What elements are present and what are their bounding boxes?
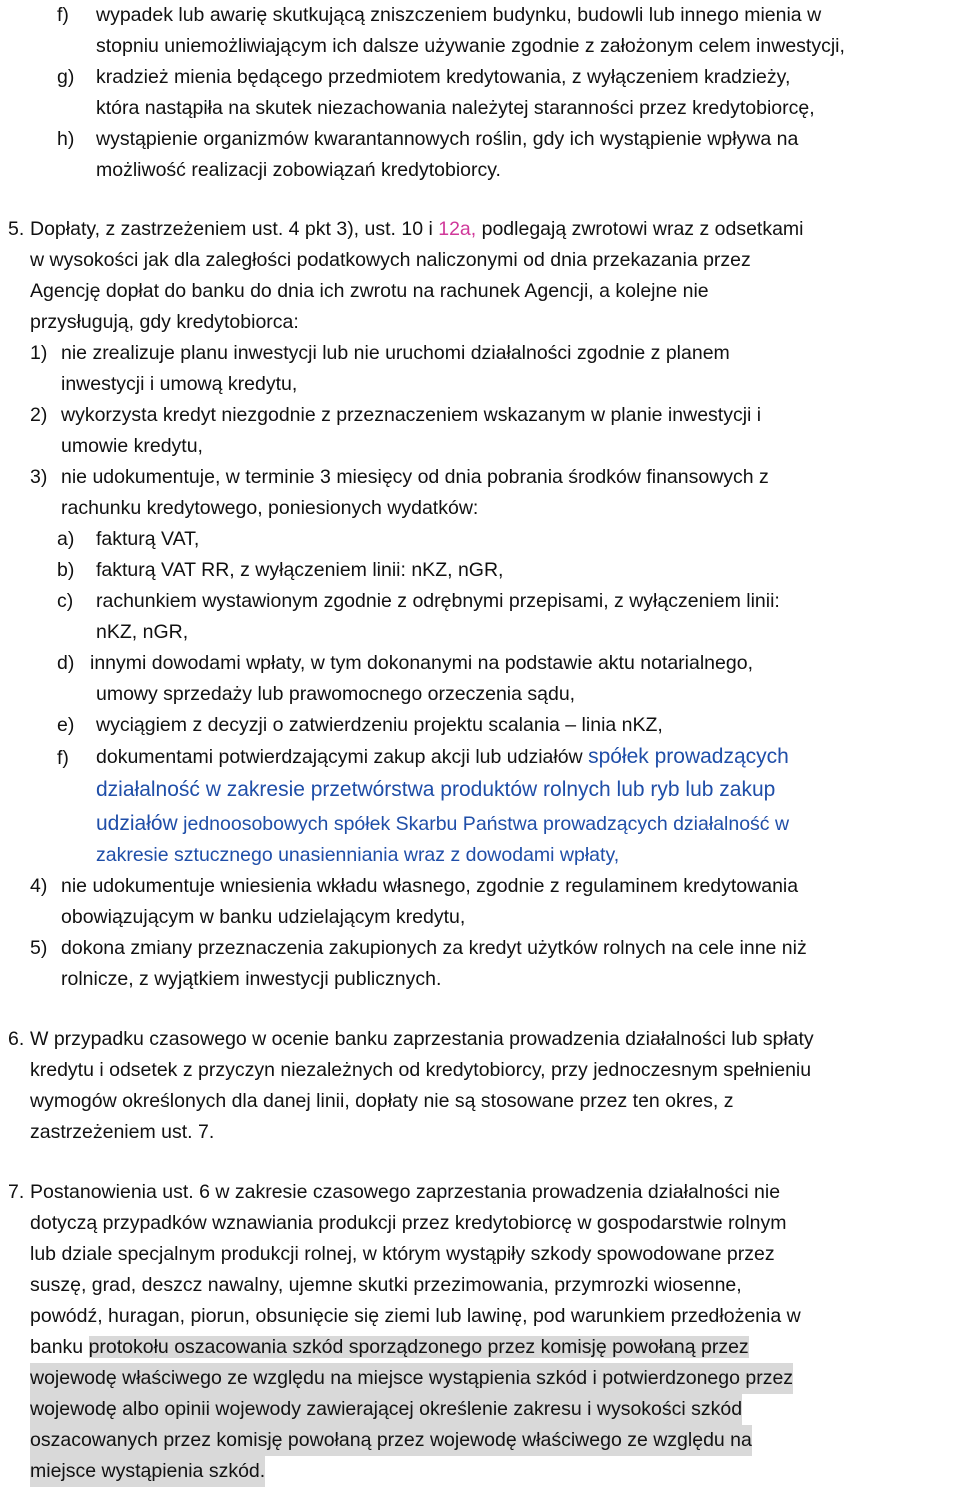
highlighted-text: miejsce wystąpienia szkód. — [30, 1456, 265, 1487]
item-text: rachunku kredytowego, poniesionych wydatków: — [61, 497, 479, 519]
paragraph-line: W przypadku czasowego w ocenie banku zaprzestania prowadzenia działalności lub spłaty — [30, 1028, 814, 1050]
highlighted-blue-text: działalność w zakresie przetwórstwa produktów rolnych lub ryb lub zakup — [96, 778, 776, 801]
subitem-label: b) — [57, 559, 75, 581]
reference-12a: 12a, — [438, 218, 477, 240]
paragraph-line: lub dziale specjalnym produkcji rolnej, w którym wystąpiły szkody spowodowane przez — [30, 1243, 775, 1265]
item-text: nie udokumentuje, w terminie 3 miesięcy od dnia pobrania środków finansowych z — [61, 466, 769, 488]
list-item-text: która nastąpiła na skutek niezachowania należytej staranności przez kredytobiorcę, — [96, 97, 815, 119]
subitem-label: d) — [57, 652, 75, 674]
section-number: 5. — [8, 218, 25, 240]
highlighted-text: wojewodę albo opinii wojewody zawierającej określenie zakresu i wysokości szkód — [30, 1394, 742, 1425]
list-item-text: stopniu uniemożliwiającym ich dalsze używanie zgodnie z założonym celem inwestycji, — [96, 35, 845, 57]
paragraph-line: Agencję dopłat do banku do dnia ich zwrotu na rachunek Agencji, a kolejne nie — [30, 280, 709, 302]
paragraph-line: przysługują, gdy kredytobiorca: — [30, 311, 299, 333]
paragraph-line: powódź, huragan, piorun, obsunięcie się ziemi lub lawinę, pod warunkiem przedłożenia w — [30, 1305, 801, 1327]
item-text: nie udokumentuje wniesienia wkładu własnego, zgodnie z regulaminem kredytowania — [61, 875, 799, 897]
list-item-text: możliwość realizacji zobowiązań kredytobiorcy. — [96, 159, 501, 181]
highlighted-blue-text: zakresie sztucznego unasienniania wraz z dowodami wpłaty, — [96, 844, 620, 866]
paragraph-line: w wysokości jak dla zaległości podatkowych naliczonymi od dnia przekazania przez — [30, 249, 751, 271]
item-label: 2) — [30, 404, 48, 426]
paragraph-line: Postanowienia ust. 6 w zakresie czasowego zaprzestania prowadzenia działalności nie — [30, 1181, 781, 1203]
item-label: 3) — [30, 466, 48, 488]
list-label: h) — [57, 128, 75, 150]
paragraph-line: zastrzeżeniem ust. 7. — [30, 1121, 215, 1143]
subitem-label: a) — [57, 528, 75, 550]
item-text: obowiązującym w banku udzielającym kredytu, — [61, 906, 466, 928]
subitem-text: innymi dowodami wpłaty, w tym dokonanymi na podstawie aktu notarialnego, — [90, 652, 753, 674]
paragraph-line: kredytu i odsetek z przyczyn niezależnych od kredytobiorcy, przy jednoczesnym spełnieniu — [30, 1059, 812, 1081]
subitem-label: e) — [57, 714, 75, 736]
item-text: rolnicze, z wyjątkiem inwestycji publicznych. — [61, 968, 442, 990]
list-label: g) — [57, 66, 75, 88]
subitem-text: rachunkiem wystawionym zgodnie z odrębnymi przepisami, z wyłączeniem linii: — [96, 590, 780, 612]
highlighted-blue-text: spółek prowadzących — [588, 745, 789, 768]
list-item-text: wystąpienie organizmów kwarantannowych roślin, gdy ich wystąpienie wpływa na — [96, 128, 799, 150]
item-label: 5) — [30, 937, 48, 959]
item-text: inwestycji i umową kredytu, — [61, 373, 298, 395]
item-text: dokona zmiany przeznaczenia zakupionych za kredyt użytków rolnych na cele inne niż — [61, 937, 807, 959]
list-item-text: wypadek lub awarię skutkującą zniszczeniem budynku, budowli lub innego mienia w — [96, 4, 822, 26]
paragraph-line: banku protokołu oszacowania szkód sporządzonego przez komisję powołaną przez — [30, 1336, 749, 1358]
list-item-text: kradzież mienia będącego przedmiotem kredytowania, z wyłączeniem kradzieży, — [96, 66, 791, 88]
section-number: 7. — [8, 1181, 25, 1203]
subitem-text: umowy sprzedaży lub prawomocnego orzeczenia sądu, — [96, 683, 576, 705]
item-text: wykorzysta kredyt niezgodnie z przeznaczeniem wskazanym w planie inwestycji i — [61, 404, 762, 426]
highlighted-text: oszacowanych przez komisję powołaną przez wojewodę właściwego ze względu na — [30, 1425, 752, 1456]
subitem-text: nKZ, nGR, — [96, 621, 189, 643]
item-label: 1) — [30, 342, 48, 364]
paragraph-line: wymogów określonych dla danej linii, dopłaty nie są stosowane przez ten okres, z — [30, 1090, 734, 1112]
item-label: 4) — [30, 875, 48, 897]
section-intro: Dopłaty, z zastrzeżeniem ust. 4 pkt 3), ust. 10 i 12a, podlegają zwrotowi wraz z odsetkami — [30, 218, 804, 240]
highlighted-text: wojewodę właściwego ze względu na miejsce wystąpienia szkód i potwierdzonego przez — [30, 1363, 793, 1394]
subitem-text: wyciągiem z decyzji o zatwierdzeniu projektu scalania – linia nKZ, — [96, 714, 663, 736]
section-number: 6. — [8, 1028, 25, 1050]
list-label: f) — [57, 4, 69, 26]
highlighted-blue-text: udziałów jednoosobowych spółek Skarbu Państwa prowadzących działalność w — [96, 812, 790, 835]
highlighted-text: protokołu oszacowania szkód sporządzonego przez komisję powołaną przez — [88, 1336, 749, 1358]
subitem-label: f) — [57, 747, 69, 769]
subitem-text: fakturą VAT, — [96, 528, 200, 550]
paragraph-line: dotyczą przypadków wznawiania produkcji przez kredytobiorcę w gospodarstwie rolnym — [30, 1212, 787, 1234]
item-text: nie zrealizuje planu inwestycji lub nie uruchomi działalności zgodnie z planem — [61, 342, 730, 364]
paragraph-line: suszę, grad, deszcz nawalny, ujemne skutki przezimowania, przymrozki wiosenne, — [30, 1274, 742, 1296]
subitem-text: fakturą VAT RR, z wyłączeniem linii: nKZ, nGR, — [96, 559, 504, 581]
item-text: umowie kredytu, — [61, 435, 203, 457]
subitem-label: c) — [57, 590, 74, 612]
subitem-text: dokumentami potwierdzającymi zakup akcji lub udziałów spółek prowadzących — [96, 745, 789, 768]
